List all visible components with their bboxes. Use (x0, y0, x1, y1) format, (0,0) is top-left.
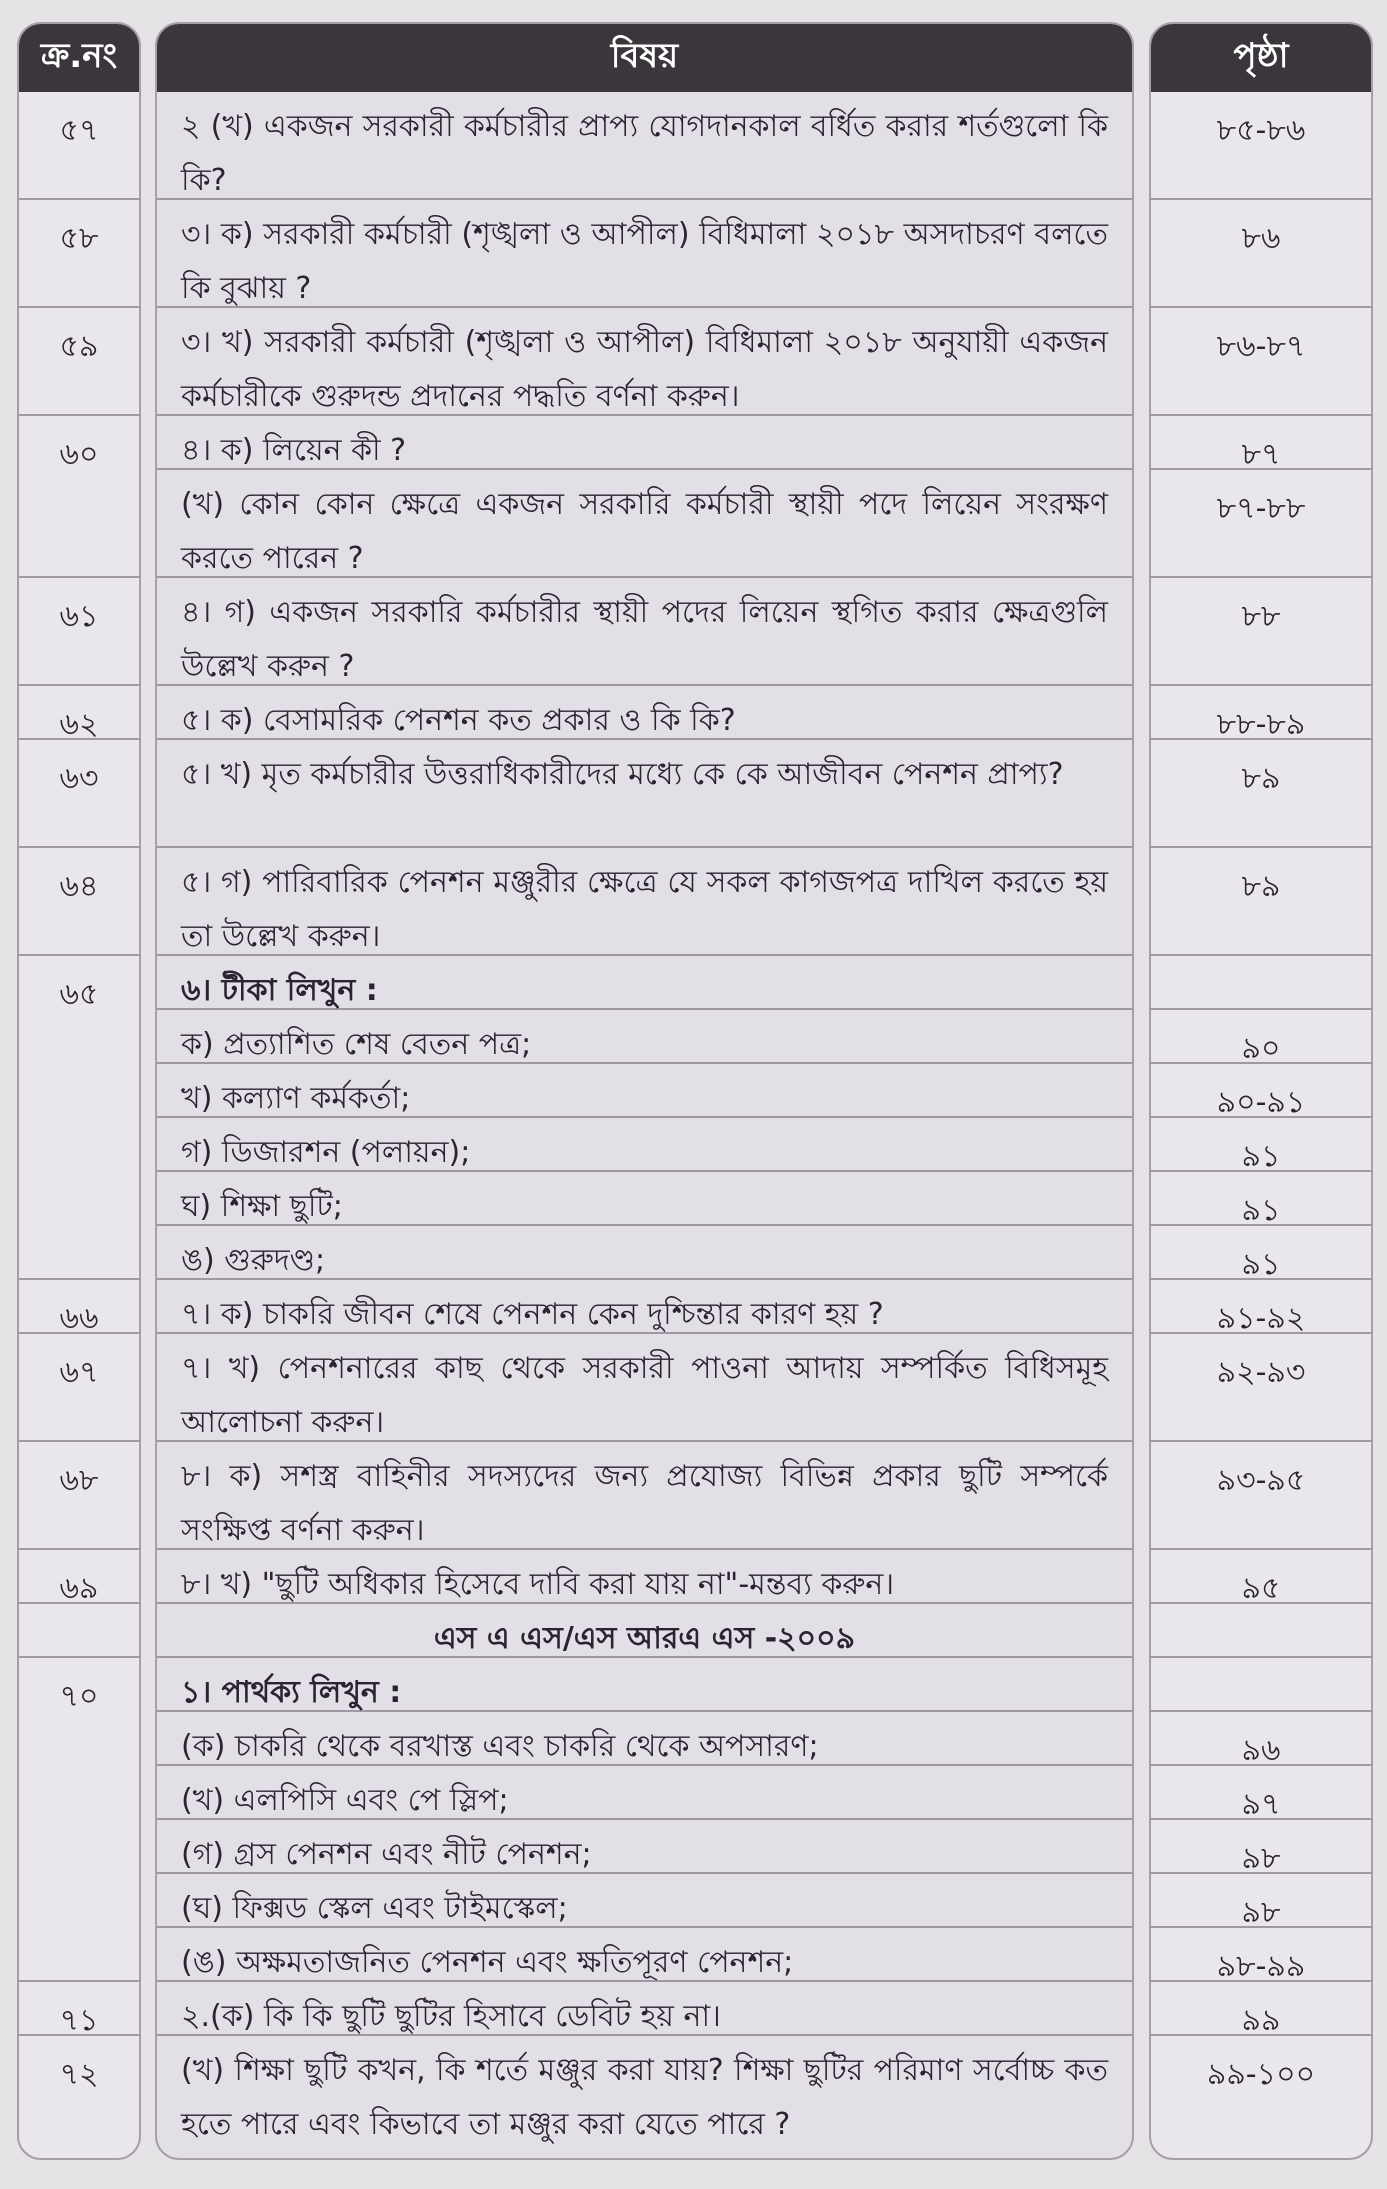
page-cell: ৯৮-৯৯ (1151, 1928, 1371, 1982)
page-cell: ৯১ (1151, 1226, 1371, 1280)
topic-cell: ৭। খ) পেনশনারের কাছ থেকে সরকারী পাওনা আদায় সম্পর্কিত বিধিসমূহ আলোচনা করুন। (157, 1334, 1132, 1442)
topic-header (157, 24, 1132, 92)
topic-cell: ৫। ক) বেসামরিক পেনশন কত প্রকার ও কি কি? (157, 686, 1132, 740)
topic-cell: ৪। গ) একজন সরকারি কর্মচারীর স্থায়ী পদের লিয়েন স্থগিত করার ক্ষেত্রগুলি উল্লেখ করুন ? (157, 578, 1132, 686)
page-cell: ৯১ (1151, 1118, 1371, 1172)
topic-cell: ৩। ক) সরকারী কর্মচারী (শৃঙ্খলা ও আপীল) বিধিমালা ২০১৮ অসদাচরণ বলতে কি বুঝায় ? (157, 200, 1132, 308)
page-cell: ৮৯ (1151, 848, 1371, 956)
topic-cell: (ক) চাকরি থেকে বরখাস্ত এবং চাকরি থেকে অপসারণ; (157, 1712, 1132, 1766)
topic-cell: ২ (খ) একজন সরকারী কর্মচারীর প্রাপ্য যোগদানকাল বর্ধিত করার শর্তগুলো কি কি? (157, 92, 1132, 200)
serial-cell (19, 1604, 139, 1658)
serial-cell: ৫৭ (19, 92, 139, 200)
topic-cell: ৩। খ) সরকারী কর্মচারী (শৃঙ্খলা ও আপীল) বিধিমালা ২০১৮ অনুযায়ী একজন কর্মচারীকে গুরুদন্ড প্রদানের পদ্ধতি বর্ণনা করুন। (157, 308, 1132, 416)
topic-cell: (ঘ) ফিক্সড স্কেল এবং টাইমস্কেল; (157, 1874, 1132, 1928)
page-cell: ৯৩-৯৫ (1151, 1442, 1371, 1550)
page-cell: ৯১-৯২ (1151, 1280, 1371, 1334)
topic-cell: (গ) গ্রস পেনশন এবং নীট পেনশন; (157, 1820, 1132, 1874)
serial-cell: ৬৭ (19, 1334, 139, 1442)
page-cell: ৯৯ (1151, 1982, 1371, 2036)
serial-cell: ৬৬ (19, 1280, 139, 1334)
page-column (1149, 22, 1373, 2160)
page-cell (1151, 956, 1371, 1010)
topic-cell: ৫। গ) পারিবারিক পেনশন মঞ্জুরীর ক্ষেত্রে যে সকল কাগজপত্র দাখিল করতে হয় তা উল্লেখ করুন। (157, 848, 1132, 956)
page-cell: ৮৯ (1151, 740, 1371, 848)
topic-cell: (ঙ) অক্ষমতাজনিত পেনশন এবং ক্ষতিপূরণ পেনশন; (157, 1928, 1132, 1982)
serial-column (17, 22, 141, 2160)
topic-cell: ঙ) গুরুদণ্ড; (157, 1226, 1132, 1280)
topic-cell: ৬। টীকা লিখুন : (157, 956, 1132, 1010)
topic-cell: ৮। ক) সশস্ত্র বাহিনীর সদস্যদের জন্য প্রযোজ্য বিভিন্ন প্রকার ছুটি সম্পর্কে সংক্ষিপ্ত বর্ণনা করুন। (157, 1442, 1132, 1550)
topic-cell: (খ) শিক্ষা ছুটি কখন, কি শর্তে মঞ্জুর করা যায়? শিক্ষা ছুটির পরিমাণ সর্বোচ্চ কত হতে পারে এবং কিভাবে তা মঞ্জুর করা যেতে পারে ? (157, 2036, 1132, 2160)
serial-cell: ৭০ (19, 1658, 139, 1982)
serial-cell: ৭২ (19, 2036, 139, 2160)
page-cell: ৯০-৯১ (1151, 1064, 1371, 1118)
serial-cell: ৬১ (19, 578, 139, 686)
page-cell: ৯৮ (1151, 1874, 1371, 1928)
topic-cell: এস এ এস/এস আরএ এস -২০০৯ (157, 1604, 1132, 1658)
serial-header: ক্র.নং (19, 24, 139, 92)
page-cell: ৮৭-৮৮ (1151, 470, 1371, 578)
serial-cell: ৭১ (19, 1982, 139, 2036)
page-cell: ৯৬ (1151, 1712, 1371, 1766)
serial-cell: ৬০ (19, 416, 139, 578)
topic-cell: ৭। ক) চাকরি জীবন শেষে পেনশন কেন দুশ্চিন্তার কারণ হয় ? (157, 1280, 1132, 1334)
serial-cell: ৬২ (19, 686, 139, 740)
topic-cell: (খ) এলপিসি এবং পে স্লিপ; (157, 1766, 1132, 1820)
page-header: পৃষ্ঠা (1151, 24, 1371, 92)
topic-cell: ২.(ক) কি কি ছুটি ছুটির হিসাবে ডেবিট হয় না। (157, 1982, 1132, 2036)
page-cell (1151, 1604, 1371, 1658)
page-cell: ৮৮ (1151, 578, 1371, 686)
topic-cell: (খ) কোন কোন ক্ষেত্রে একজন সরকারি কর্মচারী স্থায়ী পদে লিয়েন সংরক্ষণ করতে পারেন ? (157, 470, 1132, 578)
serial-cell: ৫৯ (19, 308, 139, 416)
topic-column (155, 22, 1134, 2160)
page-cell: ৯২-৯৩ (1151, 1334, 1371, 1442)
page-cell: ৮৮-৮৯ (1151, 686, 1371, 740)
serial-cell: ৬৪ (19, 848, 139, 956)
topic-cell: ৮। খ) "ছুটি অধিকার হিসেবে দাবি করা যায় না"-মন্তব্য করুন। (157, 1550, 1132, 1604)
serial-cell: ৬৯ (19, 1550, 139, 1604)
topic-header-label: বিষয় (610, 35, 679, 76)
serial-cell: ৬৩ (19, 740, 139, 848)
page-cell: ৯৮ (1151, 1820, 1371, 1874)
page-cell: ৯৭ (1151, 1766, 1371, 1820)
serial-cell: ৬৮ (19, 1442, 139, 1550)
topic-cell: ক) প্রত্যাশিত শেষ বেতন পত্র; (157, 1010, 1132, 1064)
page-cell: ৮৫-৮৬ (1151, 92, 1371, 200)
page-cell: ৮৬ (1151, 200, 1371, 308)
topic-cell: গ) ডিজারশন (পলায়ন); (157, 1118, 1132, 1172)
topic-cell: ৫। খ) মৃত কর্মচারীর উত্তরাধিকারীদের মধ্যে কে কে আজীবন পেনশন প্রাপ্য? (157, 740, 1132, 848)
topic-cell: ১। পার্থক্য লিখুন : (157, 1658, 1132, 1712)
page-cell: ৯০ (1151, 1010, 1371, 1064)
page-cell: ৯৫ (1151, 1550, 1371, 1604)
page-cell: ৮৬-৮৭ (1151, 308, 1371, 416)
topic-cell: খ) কল্যাণ কর্মকর্তা; (157, 1064, 1132, 1118)
serial-cell: ৫৮ (19, 200, 139, 308)
page-cell: ৯৯-১০০ (1151, 2036, 1371, 2160)
page-cell: ৯১ (1151, 1172, 1371, 1226)
topic-cell: ৪। ক) লিয়েন কী ? (157, 416, 1132, 470)
page-cell (1151, 1658, 1371, 1712)
serial-cell: ৬৫ (19, 956, 139, 1280)
page-cell: ৮৭ (1151, 416, 1371, 470)
topic-cell: ঘ) শিক্ষা ছুটি; (157, 1172, 1132, 1226)
